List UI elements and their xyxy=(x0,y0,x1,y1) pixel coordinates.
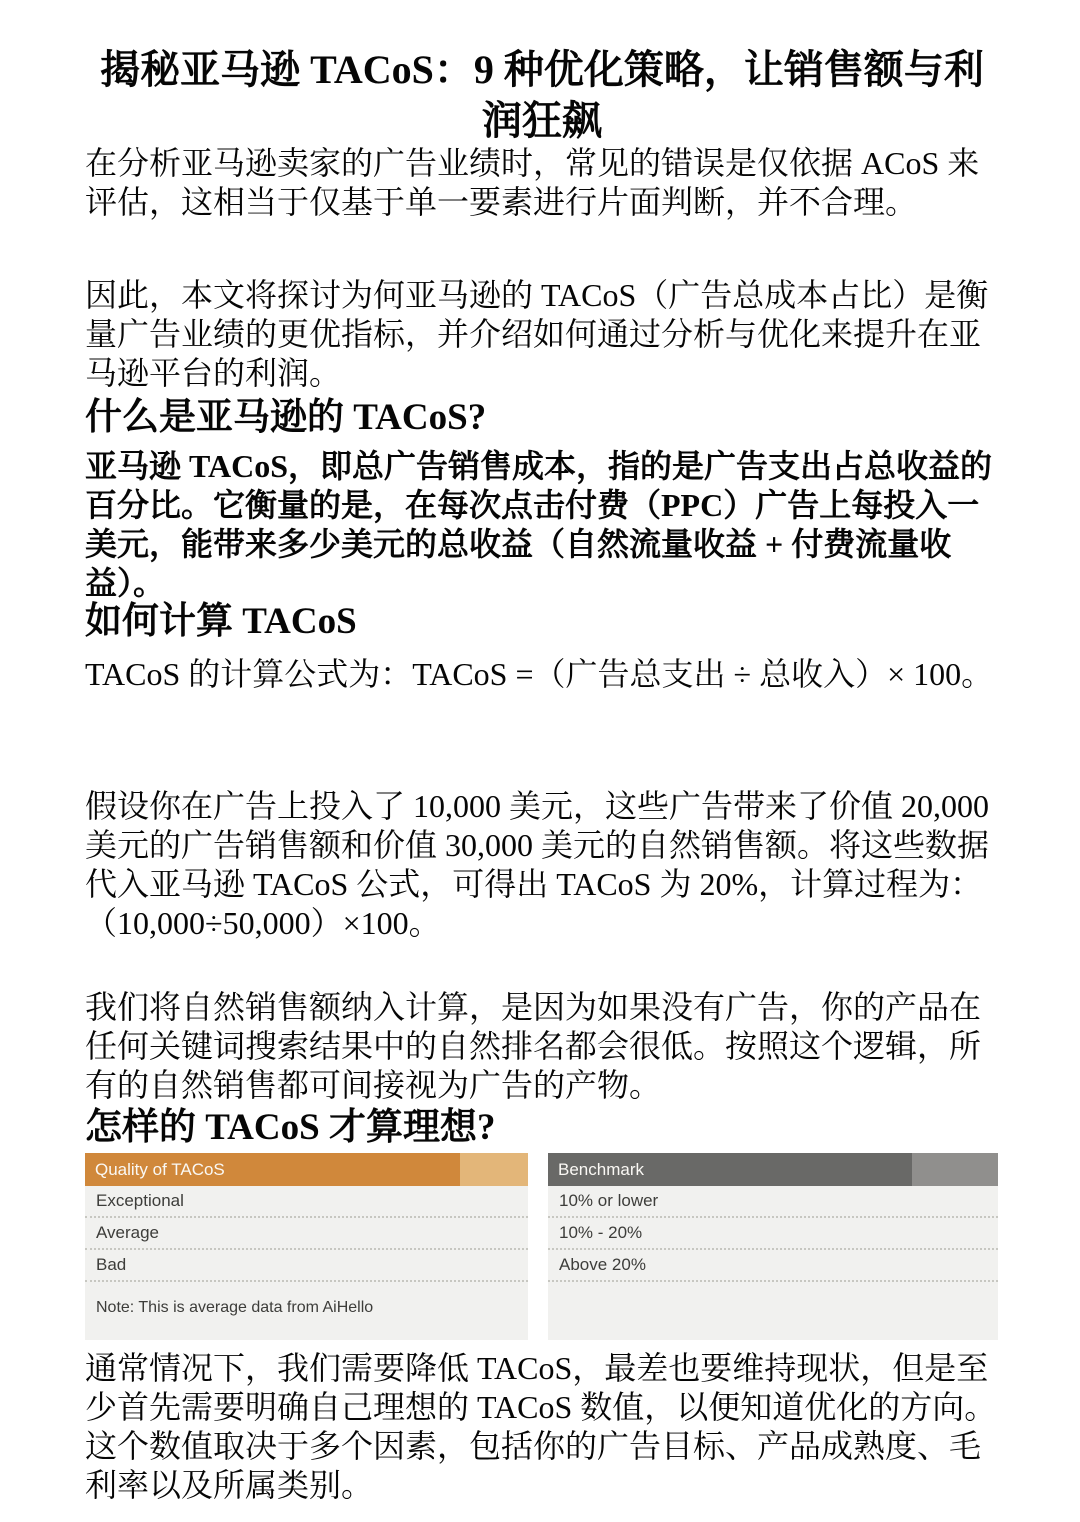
formula-paragraph: TACoS 的计算公式为：TACoS =（广告总支出 ÷ 总收入）× 100。 xyxy=(85,656,994,692)
table-cell-10-or-lower: 10% or lower xyxy=(548,1186,998,1218)
heading-what-is-tacos: 什么是亚马逊的 TACoS? xyxy=(85,397,487,438)
quality-column xyxy=(85,1153,528,1340)
table-cell-10-to-20: 10% - 20% xyxy=(548,1218,998,1250)
benchmark-column xyxy=(548,1153,998,1340)
page-title: 揭秘亚马逊 TACoS：9 种优化策略，让销售额与利润狂飙 xyxy=(100,47,984,143)
quality-header-label: Quality of TACoS xyxy=(95,1159,225,1179)
example-paragraph: 假设你在广告上投入了 10,000 美元，这些广告带来了价值 20,000 美元的广告销售额和价值 30,000 美元的自然销售额。将这些数据代入亚马逊 TACoS 公式，可得出 TACoS 为 20%，计算过程为：（10,000÷50,000）×100。 xyxy=(85,788,990,941)
benchmark-header-accent xyxy=(912,1153,998,1186)
benchmark-header-label: Benchmark xyxy=(558,1159,644,1179)
quality-column-header xyxy=(85,1153,528,1186)
table-cell-average: Average xyxy=(85,1218,528,1250)
tacos-definition-paragraph: 亚马逊 TACoS，即总广告销售成本，指的是广告支出占总收益的百分比。它衡量的是，在每次点击付费（PPC）广告上每投入一美元，能带来多少美元的总收益（自然流量收益 + 付费流量收益）。 xyxy=(85,448,992,601)
benchmark-column-header xyxy=(548,1153,998,1186)
table-note-spacer xyxy=(548,1282,998,1340)
table-cell-above-20: Above 20% xyxy=(548,1250,998,1282)
intro-paragraph-2: 因此，本文将探讨为何亚马逊的 TACoS（广告总成本占比）是衡量广告业绩的更优指标，并介绍如何通过分析与优化来提升在亚马逊平台的利润。 xyxy=(85,277,989,391)
intro-paragraph-1: 在分析亚马逊卖家的广告业绩时，常见的错误是仅依据 ACoS 来评估，这相当于仅基于单一要素进行片面判断，并不合理。 xyxy=(85,145,980,220)
table-note: Note: This is average data from AiHello xyxy=(96,1299,374,1316)
table-cell-bad: Bad xyxy=(85,1250,528,1282)
guidance-paragraph: 通常情况下，我们需要降低 TACoS，最差也要维持现状，但是至少首先需要明确自己理想的 TACoS 数值，以便知道优化的方向。这个数值取决于多个因素，包括你的广告目标、产品成熟度、毛利率以及所属类别。 xyxy=(85,1350,997,1503)
table-cell-exceptional: Exceptional xyxy=(85,1186,528,1218)
heading-how-to-calculate: 如何计算 TACoS xyxy=(85,601,357,642)
quality-header-accent xyxy=(460,1153,528,1186)
heading-ideal-tacos: 怎样的 TACoS 才算理想? xyxy=(85,1107,496,1148)
benchmark-table xyxy=(85,1153,998,1340)
organic-sales-paragraph: 我们将自然销售额纳入计算，是因为如果没有广告，你的产品在任何关键词搜索结果中的自然排名都会很低。按照这个逻辑，所有的自然销售都可间接视为广告的产物。 xyxy=(85,989,982,1103)
